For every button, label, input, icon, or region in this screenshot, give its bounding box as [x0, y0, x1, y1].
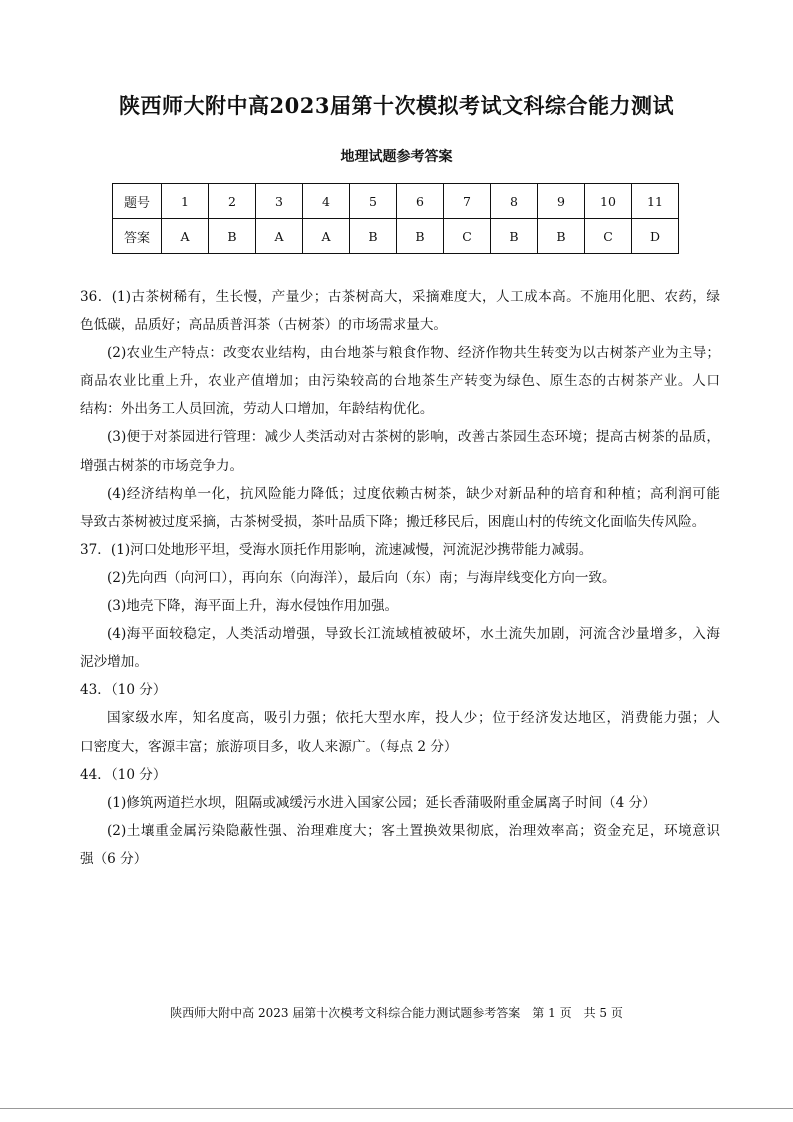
text-line: 色低碳，品质好；高品质普洱茶（古树茶）的市场需求量大。	[80, 317, 448, 334]
page-footer: 陕西师大附中高 2023 届第十次模考文科综合能力测试题参考答案 第 1 页 共 5 页	[170, 1006, 623, 1020]
answer-paragraph	[80, 761, 720, 789]
text-line: (3)便于对茶园进行管理：减少人类活动对古茶树的影响，改善古茶园生态环境；提高古树茶的品质，	[107, 429, 720, 446]
question-number-cell: 10	[585, 184, 632, 219]
text-line: 口密度大，客源丰富；旅游项目多，收人来源广。（每点 2 分）	[80, 738, 458, 755]
answer-paragraph	[80, 283, 720, 339]
row-label: 题号	[113, 184, 162, 219]
question-number-cell: 5	[350, 184, 397, 219]
answer-paragraph	[80, 789, 720, 817]
text-line: (2)农业生产特点：改变农业结构，由台地茶与粮食作物、经济作物共生转变为以古树茶产业为主导；	[107, 345, 720, 362]
answer-paragraph	[80, 620, 720, 676]
text-line: 增强古树茶的市场竞争力。	[80, 457, 244, 474]
question-number-cell: 1	[162, 184, 209, 219]
answer-paragraph	[80, 480, 720, 536]
question-number-row	[113, 184, 679, 219]
text-line: 商品农业比重上升，农业产值增加；由污染较高的台地茶生产转变为绿色、原生态的古树茶产业。人口	[80, 373, 720, 390]
answer-paragraph	[80, 536, 720, 564]
answer-paragraph	[80, 592, 720, 620]
text-line: 导致古茶树被过度采摘，古茶树受损，茶叶品质下降；搬迁移民后，困鹿山村的传统文化面临失传风险。	[80, 513, 706, 530]
text-line: (2)先向西（向河口），再向东（向海洋），最后向（东）南；与海岸线变化方向一致。	[107, 569, 616, 586]
answer-paragraph	[80, 817, 720, 873]
question-number-cell: 4	[303, 184, 350, 219]
text-line: 44．（10 分）	[80, 766, 167, 783]
page-bottom-rule	[0, 1108, 793, 1109]
row-label: 答案	[113, 219, 162, 254]
answer-cell: D	[632, 219, 679, 254]
question-number-cell: 9	[538, 184, 585, 219]
text-line: 37．(1)河口处地形平坦，受海水顶托作用影响，流速减慢，河流泥沙携带能力减弱。	[80, 541, 593, 558]
answer-paragraph	[80, 564, 720, 592]
text-line: (2)土壤重金属污染隐蔽性强、治理难度大；客土置换效果彻底，治理效率高；资金充足，环境意识	[107, 822, 720, 839]
answer-row	[113, 219, 679, 254]
answer-cell: B	[397, 219, 444, 254]
answer-table	[112, 183, 679, 254]
question-number-cell: 2	[209, 184, 256, 219]
answer-paragraph	[80, 676, 720, 704]
document-title: 陕西师大附中高2023届第十次模拟考试文科综合能力测试	[119, 93, 674, 118]
text-line: 国家级水库，知名度高，吸引力强；依托大型水库，投人少；位于经济发达地区，消费能力强；人	[107, 710, 720, 727]
question-number-cell: 11	[632, 184, 679, 219]
text-line: 结构：外出务工人员回流，劳动人口增加，年龄结构优化。	[80, 401, 434, 418]
answer-cell: B	[538, 219, 585, 254]
answer-cell: C	[585, 219, 632, 254]
answer-cell: C	[444, 219, 491, 254]
text-line: 43．（10 分）	[80, 682, 167, 699]
answer-cell: B	[491, 219, 538, 254]
answer-cell: B	[350, 219, 397, 254]
answer-cell: A	[256, 219, 303, 254]
answer-body	[80, 283, 720, 873]
answer-cell: A	[303, 219, 350, 254]
text-line: (4)经济结构单一化，抗风险能力降低；过度依赖古树茶，缺少对新品种的培育和种植；高利润可能	[107, 485, 720, 502]
text-line: 36．(1)古茶树稀有，生长慢，产量少；古茶树高大，采摘难度大，人工成本高。不施用化肥、农药，绿	[80, 289, 720, 305]
question-number-cell: 7	[444, 184, 491, 219]
question-number-cell: 6	[397, 184, 444, 219]
answer-paragraph	[80, 423, 720, 479]
answer-cell: A	[162, 219, 209, 254]
text-line: 泥沙增加。	[80, 654, 148, 671]
text-line: (3)地壳下降，海平面上升，海水侵蚀作用加强。	[107, 598, 399, 615]
answer-paragraph	[80, 339, 720, 423]
question-number-cell: 8	[491, 184, 538, 219]
document-subtitle: 地理试题参考答案	[340, 149, 453, 165]
answer-paragraph	[80, 704, 720, 760]
question-number-cell: 3	[256, 184, 303, 219]
text-line: (1)修筑两道拦水坝，阻隔或减缓污水进入国家公园；延长香蒲吸附重金属离子时间（4 分）	[107, 794, 656, 811]
text-line: (4)海平面较稳定，人类活动增强，导致长江流域植被破坏，水土流失加剧，河流含沙量增多，入海	[107, 626, 720, 643]
text-line: 强（6 分）	[80, 850, 148, 867]
answer-cell: B	[209, 219, 256, 254]
